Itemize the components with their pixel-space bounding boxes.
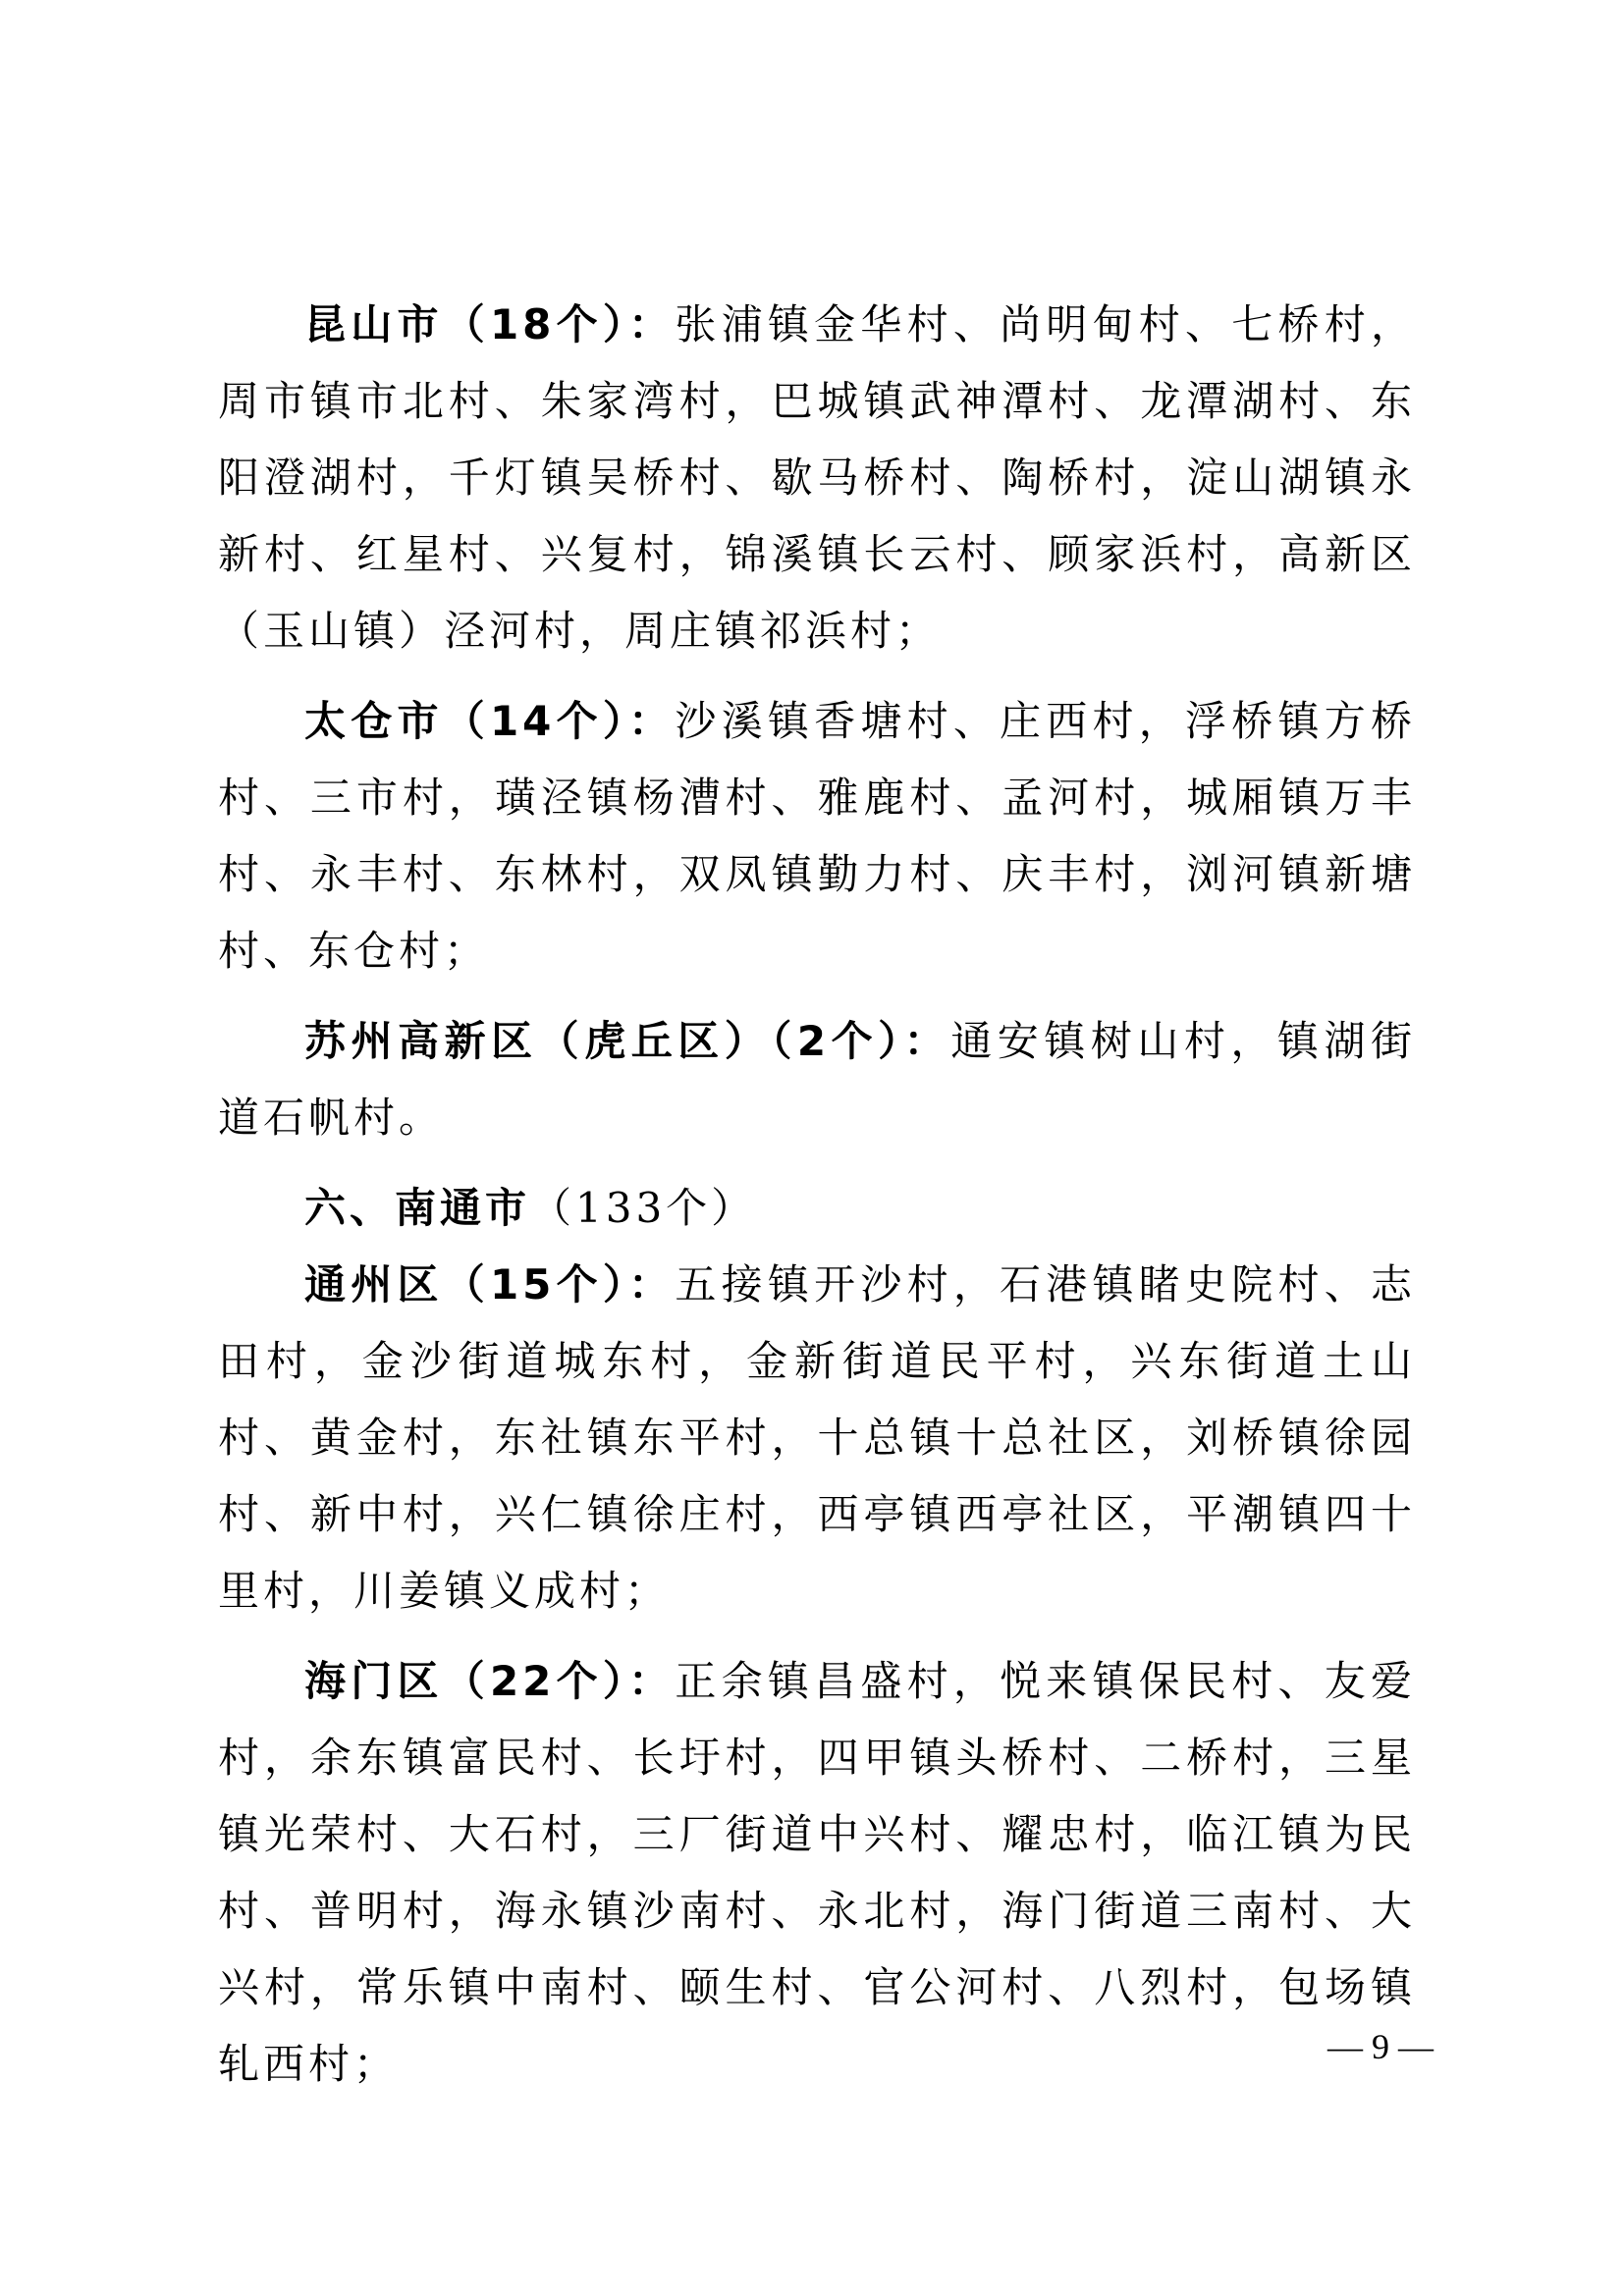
paragraph-tongzhou [218,1247,1416,1629]
section-text-haimen: 正余镇昌盛村，悦来镇保民村、友爱村，余东镇富民村、长圩村，四甲镇头桥村、二桥村，三星镇光荣村、大石村，三厂街道中兴村、耀忠村，临江镇为民村、普明村，海永镇沙南村、永北村，海门街道三南村、大兴村，常乐镇中南村、颐生村、官公河村、八烈村，包场镇轧西村； [218,1657,1416,2088]
section-label-kunshan: 昆山市（18个）： [304,300,676,348]
paragraph-suzhou-gaoxin [218,1003,1416,1156]
paragraph-kunshan [218,287,1416,669]
section-text-kunshan: 张浦镇金华村、尚明甸村、七桥村，周市镇市北村、朱家湾村，巴城镇武神潭村、龙潭湖村、东阳澄湖村，千灯镇吴桥村、歇马桥村、陶桥村，淀山湖镇永新村、红星村、兴复村，锦溪镇长云村、顾家浜村，高新区（玉山镇）泾河村，周庄镇祁浜村； [218,300,1416,655]
section-text-suzhou-gaoxin: 通安镇树山村，镇湖街道石帆村。 [218,1017,1416,1142]
paragraph-taicang [218,683,1416,989]
paragraph-haimen [218,1643,1416,2103]
page-number: — 9 — [1327,2027,1434,2066]
section-text-tongzhou: 五接镇开沙村，石港镇睹史院村、志田村，金沙街道城东村，金新街道民平村，兴东街道土山村、黄金村，东社镇东平村，十总镇十总社区，刘桥镇徐园村、新中村，兴仁镇徐庄村，西亭镇西亭社区，平潮镇四十里村，川姜镇义成村； [218,1260,1416,1615]
section-label-suzhou-gaoxin: 苏州高新区（虎丘区）（2个）： [304,1017,951,1065]
heading-count: （133个） [530,1184,757,1232]
section-label-haimen: 海门区（22个）： [304,1657,676,1705]
document-body [218,287,1416,2103]
heading-title: 六、南通市 [304,1184,531,1232]
section-heading-nantong [218,1170,1416,1247]
section-label-tongzhou: 通州区（15个）： [304,1260,676,1308]
section-label-taicang: 太仓市（14个）： [304,697,676,745]
section-text-taicang: 沙溪镇香塘村、庄西村，浮桥镇方桥村、三市村，璜泾镇杨漕村、雅鹿村、孟河村，城厢镇万丰村、永丰村、东林村，双凤镇勤力村、庆丰村，浏河镇新塘村、东仓村； [218,697,1416,975]
